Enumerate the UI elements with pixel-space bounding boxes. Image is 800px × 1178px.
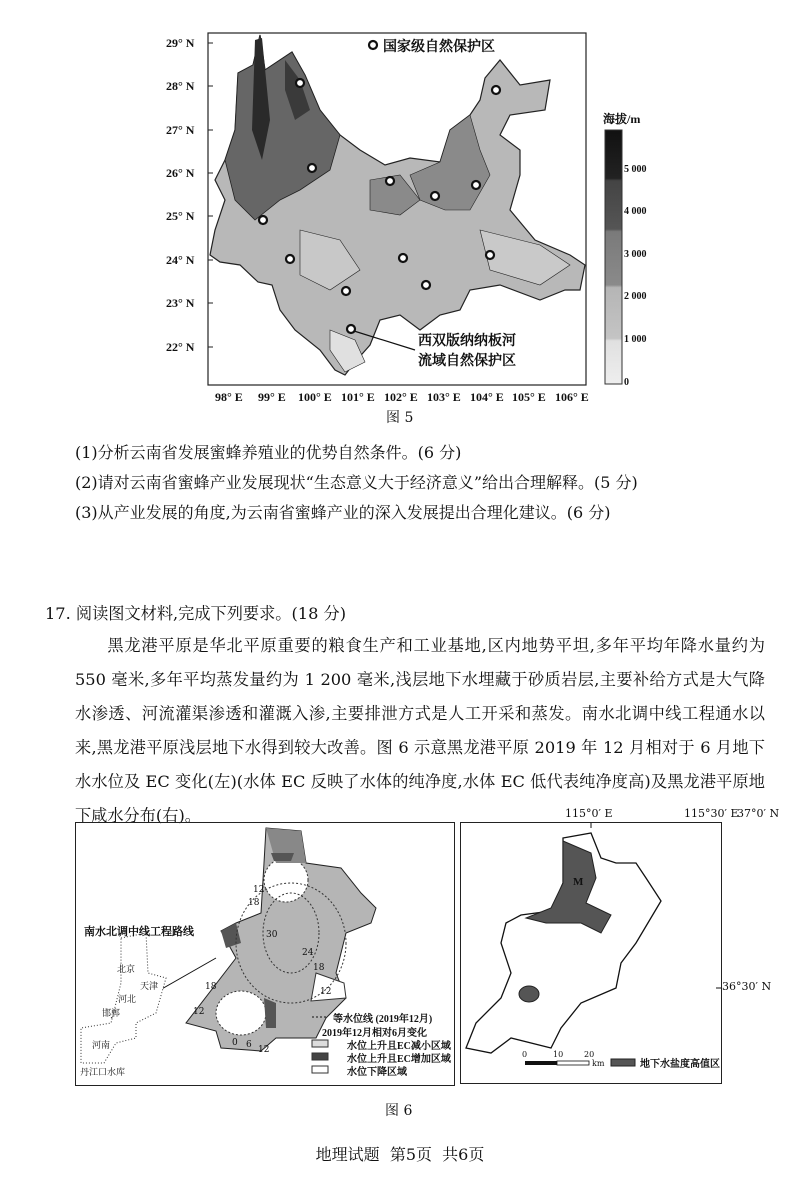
scale-unit: km (592, 1059, 605, 1068)
colorbar-tick: 5 000 (624, 164, 647, 175)
lat-tick: 27° N (166, 123, 195, 137)
contour-label: 18 (205, 982, 217, 992)
question-16-2: (2)请对云南省蜜蜂产业发展现状“生态意义大于经济意义”给出合理解释。(5 分) (75, 473, 638, 492)
legend-title: 2019年12月相对6月变化 (322, 1028, 427, 1039)
contour-label: 18 (248, 898, 260, 908)
lon-label: 115°0′ E (565, 807, 613, 820)
lat-tick: 24° N (166, 253, 195, 267)
lat-tick: 29° N (166, 36, 195, 50)
place-label: 河南 (92, 1041, 111, 1051)
lon-tick: 99° E (258, 390, 286, 404)
lon-tick: 105° E (512, 390, 546, 404)
reserve-legend-icon (369, 41, 377, 49)
contour-label: 12 (320, 987, 332, 997)
saline-groundwater-map (461, 823, 721, 1083)
colorbar-tick: 1 000 (624, 334, 647, 345)
scale-label: 20 (584, 1050, 595, 1059)
material-paragraph: 黑龙港平原是华北平原重要的粮食生产和工业基地,区内地势平坦,多年平均年降水量约为 550 毫米,多年平均蒸发量约为 1 200 毫米,浅层地下水埋藏于砂质岩层,主要补给方式是大气降水渗透、河流灌渠渗透和灌溉入渗,主要排泄方式是人工开采和蒸发。南水北调中线工程通水以来,黑龙港平原浅层地下水得到较大改善。图 6 示意黑龙港平原 2019 年 12 月相对于 6 月地下水水位及 EC 变化(左)(水体 EC 反映了水体的纯净度,水体 EC 低代表纯净度高)及黑龙港平原地下咸水分布(右)。 (75, 636, 765, 825)
legend-item: 水位上升且EC减小区域 (347, 1041, 451, 1052)
colorbar-tick: 4 000 (624, 206, 647, 217)
lat-tick: 28° N (166, 79, 195, 93)
lat-tick: 25° N (166, 209, 195, 223)
legend-item: 水位下降区域 (347, 1067, 407, 1078)
lon-label: 115°30′ E (684, 807, 739, 820)
saline-high-zone-south (519, 986, 539, 1002)
colorbar-tick: 3 000 (624, 249, 647, 260)
reserve-legend-label: 国家级自然保护区 (383, 40, 495, 55)
scale-label: 0 (522, 1050, 528, 1059)
lat-tick: 23° N (166, 296, 195, 310)
place-label: 河北 (118, 995, 137, 1005)
contour-label: 12 (253, 885, 265, 895)
colorbar-title: 海拔/m (603, 112, 641, 126)
question-17-material (75, 629, 765, 833)
lat-label: 37°0′ N (737, 807, 780, 820)
legend-contour-line: 等水位线 (2019年12月) (333, 1014, 433, 1025)
callout-line-1: 西双版纳纳板河 (418, 334, 516, 349)
colorbar-tick: 2 000 (624, 291, 647, 302)
figure-5-map (0, 0, 800, 430)
lon-tick: 102° E (384, 390, 418, 404)
point-m-label: M (573, 876, 584, 888)
contour-label: 12 (193, 1007, 205, 1017)
figure-6-right-panel (460, 822, 722, 1084)
saline-legend-label: 地下水盐度高值区 (640, 1059, 720, 1070)
contour-label: 12 (258, 1045, 270, 1055)
lat-tick: 26° N (166, 166, 195, 180)
lon-tick: 103° E (427, 390, 461, 404)
figure-5-caption: 图 5 (386, 410, 414, 426)
question-16-1: (1)分析云南省发展蜜蜂养殖业的优势自然条件。(6 分) (75, 443, 462, 462)
figure-6-caption: 图 6 (385, 1103, 413, 1119)
lon-tick: 98° E (215, 390, 243, 404)
yunnan-elevation-map (0, 0, 800, 430)
scale-label: 10 (553, 1050, 564, 1059)
lon-tick: 101° E (341, 390, 375, 404)
place-label: 丹江口水库 (80, 1068, 126, 1078)
lon-tick: 104° E (470, 390, 504, 404)
question-16-3: (3)从产业发展的角度,为云南省蜜蜂产业的深入发展提出合理化建议。(6 分) (75, 503, 611, 522)
contour-label: 24 (302, 948, 314, 958)
colorbar-tick: 0 (624, 377, 629, 388)
lon-tick: 100° E (298, 390, 332, 404)
place-label: 北京 (117, 965, 136, 975)
contour-label: 30 (266, 930, 278, 940)
page-footer: 地理试题 第5页 共6页 (315, 1145, 485, 1164)
lat-label: 36°30′ N (722, 980, 772, 993)
callout-line-2: 流域自然保护区 (418, 354, 516, 369)
contour-label: 0 (232, 1038, 238, 1048)
legend-item: 水位上升且EC增加区域 (347, 1054, 451, 1065)
route-title: 南水北调中线工程路线 (84, 926, 194, 938)
place-label: 邯郸 (102, 1009, 121, 1019)
place-label: 天津 (140, 982, 159, 992)
elevation-colorbar (605, 130, 622, 384)
contour-label: 18 (313, 963, 325, 973)
contour-label: 6 (246, 1040, 252, 1050)
lon-tick: 106° E (555, 390, 589, 404)
lat-tick: 22° N (166, 340, 195, 354)
question-17-heading: 17. 阅读图文材料,完成下列要求。(18 分) (45, 604, 347, 623)
